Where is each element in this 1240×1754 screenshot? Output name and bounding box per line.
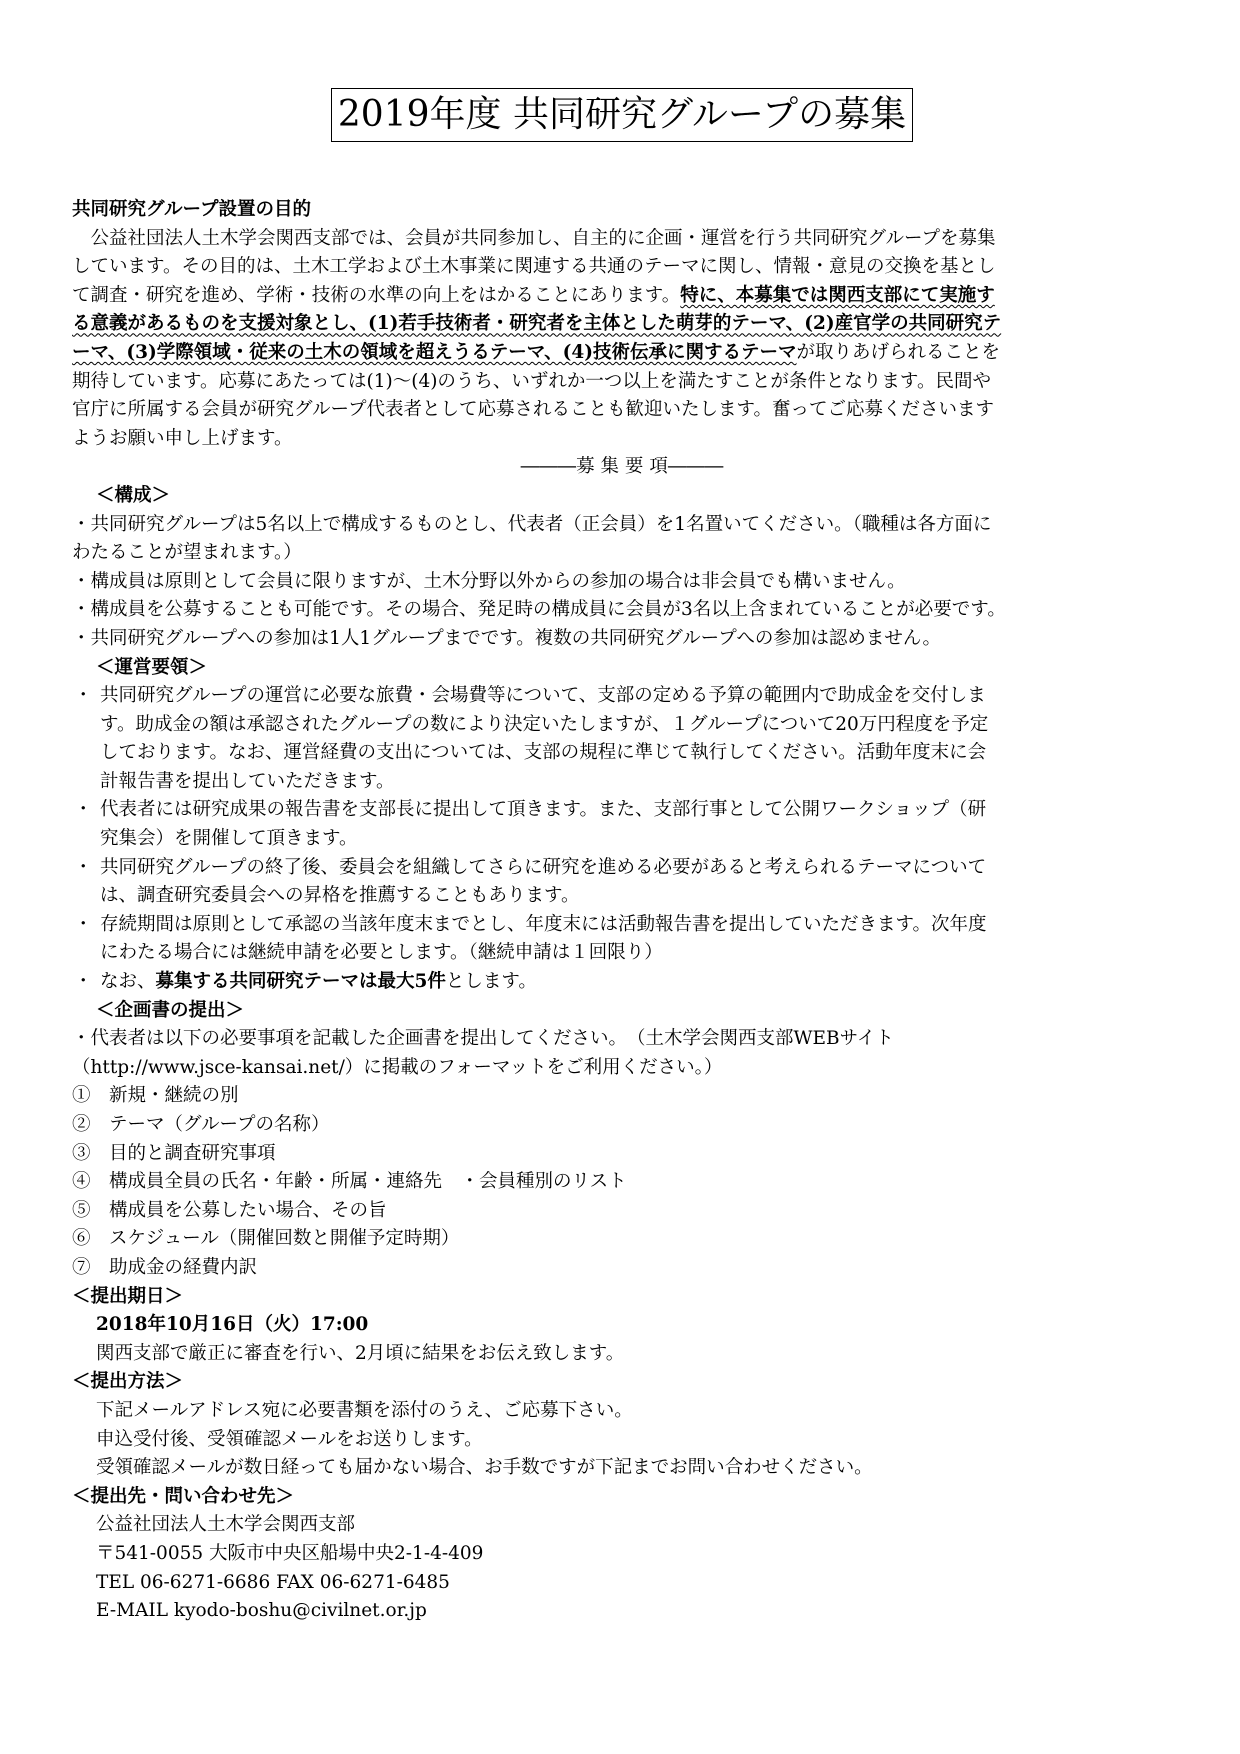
bullet-mark: ・ — [74, 856, 93, 878]
kosei-line: ・構成員を公募することも可能です。その場合、発足時の構成員に会員が3名以上含まれていることが必要です。 — [72, 599, 1006, 621]
kosei-line: ・構成員は原則として会員に限りますが、土木分野以外からの参加の場合は非会員でも構いません。 — [72, 570, 906, 592]
purpose-line: ようお願い申し上げます。 — [72, 427, 293, 449]
kosei-line: ・共同研究グループへの参加は1人1グループまでです。複数の共同研究グループへの参加は認めません。 — [72, 627, 941, 649]
hoho-line: 申込受付後、受領確認メールをお送りします。 — [96, 1428, 483, 1450]
unei-item: ・ 代表者には研究成果の報告書を支部長に提出して頂きます。また、支部行事として公開ワークショップ（研 究集会）を開催して頂きます。 — [72, 796, 1172, 853]
purpose-line: しています。その目的は、土木工学および土木事業に関連する共通のテーマに関し、情報・意見の交換を基とし — [72, 256, 996, 278]
list-item: ⑦ 助成金の経費内訳 — [72, 1256, 258, 1278]
hoho-line: 下記メールアドレス宛に必要書類を添付のうえ、ご応募下さい。 — [96, 1399, 633, 1421]
requirement-list — [72, 1082, 1172, 1282]
list-item: ② テーマ（グループの名称） — [72, 1114, 330, 1135]
kosei-line: ・共同研究グループは5名以上で構成するものとし、代表者（正会員）を1名置いてください。（職種は各方面に — [72, 513, 992, 535]
org-name: 公益社団法人土木学会関西支部 — [96, 1514, 356, 1536]
document-page — [72, 88, 1172, 1626]
purpose-line: る意義があるものを支援対象とし、(1)若手技術者・研究者を主体とした萌芽的テーマ、(2)産官学の共同研究テ — [72, 313, 1002, 335]
purpose-line: 期待しています。応募にあたっては(1)～(4)のうち、いずれか一つ以上を満たすことが条件となります。民間や — [72, 370, 991, 392]
purpose-line: て調査・研究を進め、学術・技術の水準の向上をはかることにあります。特に、本募集では関西支部にて実施す — [72, 284, 995, 306]
list-item: ③ 目的と調査研究事項 — [72, 1142, 276, 1164]
hoho-line: 受領確認メールが数日経っても届かない場合、お手数ですが下記までお問い合わせください。 — [96, 1457, 873, 1479]
bullet-mark: ・ — [74, 971, 93, 993]
kosei-heading: ＜構成＞ — [96, 484, 171, 506]
purpose-line: 公益社団法人土木学会関西支部では、会員が共同参加し、自主的に企画・運営を行う共同研究グループを募集 — [72, 227, 996, 249]
bullet-mark: ・ — [74, 799, 93, 821]
list-item: ① 新規・継続の別 — [72, 1085, 239, 1107]
bullet-mark: ・ — [74, 913, 93, 935]
deadline-date: 2018年10月16日（火）17:00 — [96, 1314, 369, 1336]
unei-item-last: ・ なお、募集する共同研究テーマは最大5件とします。 — [72, 968, 1172, 997]
list-item: ④ 構成員全員の氏名・年齢・所属・連絡先 ・会員種別のリスト — [72, 1171, 627, 1193]
email: E-MAIL kyodo-boshu@civilnet.or.jp — [96, 1600, 427, 1622]
purpose-heading: 共同研究グループ設置の目的 — [72, 199, 312, 220]
kikaku-line: （http://www.jsce-kansai.net/）に掲載のフォーマットをご利用ください。） — [72, 1056, 723, 1078]
kijitsu-heading: ＜提出期日＞ — [72, 1285, 184, 1307]
unei-item: ・ 共同研究グループの運営に必要な旅費・会場費等について、支部の定める予算の範囲内で助成金を交付しま す。助成金の額は承認されたグループの数により決定いたしますが、１グループについて20万円程度を予定 しております。なお、運営経費の支出については、支部の規程に準じて執行してください。活動年度末に会 計報告書を提出していただきます。 — [72, 682, 1172, 796]
kikaku-line: ・代表者は以下の必要事項を記載した企画書を提出してください。 （土木学会関西支部WEBサイト — [72, 1028, 894, 1050]
purpose-line: 官庁に所属する会員が研究グループ代表者として応募されることも歓迎いたします。奮ってご応募くださいます — [72, 399, 995, 421]
unei-item: ・ 共同研究グループの終了後、委員会を組織してさらに研究を進める必要があると考えられるテーマについて は、調査研究委員会への昇格を推薦することもあります。 — [72, 854, 1172, 911]
kosei-line: わたることが望まれます。） — [72, 542, 302, 564]
address: 〒541-0055 大阪市中央区船場中央2-1-4-409 — [96, 1542, 484, 1564]
unei-heading: ＜運営要領＞ — [96, 656, 208, 678]
section-divider: ―――募 集 要 項――― — [520, 456, 724, 478]
unei-item: ・ 存続期間は原則として承認の当該年度末までとし、年度末には活動報告書を提出していただきます。次年度 にわたる場合には継続申請を必要とします。（継続申請は１回限り） — [72, 911, 1172, 968]
purpose-text — [72, 225, 1172, 454]
toiawase-heading: ＜提出先・問い合わせ先＞ — [72, 1485, 295, 1507]
list-item: ⑤ 構成員を公募したい場合、その旨 — [72, 1199, 387, 1221]
purpose-line: ーマ、(3)学際領域・従来の土木の領域を超えうるテーマ、(4)技術伝承に関するテーマが取りあげられることを — [72, 341, 1001, 363]
max-themes: 募集する共同研究テーマは最大5件 — [155, 971, 446, 993]
list-item: ⑥ スケジュール（開催回数と開催予定時期） — [72, 1228, 460, 1250]
hoho-heading: ＜提出方法＞ — [72, 1371, 184, 1393]
deadline-note: 関西支部で厳正に審査を行い、2月頃に結果をお伝え致します。 — [96, 1342, 625, 1364]
page-title: 2019年度 共同研究グループの募集 — [331, 88, 913, 142]
bullet-mark: ・ — [74, 685, 93, 707]
phone-fax: TEL 06-6271-6686 FAX 06-6271-6485 — [96, 1571, 450, 1593]
kikaku-heading: ＜企画書の提出＞ — [96, 999, 245, 1021]
